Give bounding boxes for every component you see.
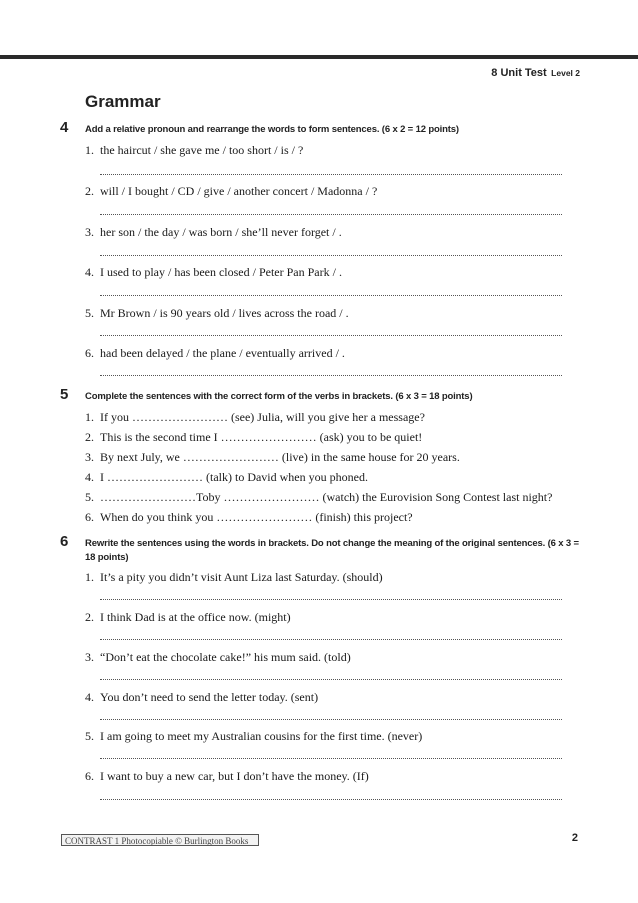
- exercise-instruction: Add a relative pronoun and rearrange the words to form sentences. (6 x 2 = 12 points): [85, 124, 459, 135]
- question-text: her son / the day / was born / she’ll never forget / .: [100, 225, 342, 239]
- question-text: I used to play / has been closed / Peter Pan Park / .: [100, 265, 342, 279]
- question-number: 2.: [85, 430, 94, 444]
- question-item: [85, 225, 565, 239]
- question-item: [85, 690, 565, 704]
- answer-line[interactable]: [100, 214, 562, 215]
- question-item: [85, 346, 565, 360]
- question-item: [85, 470, 565, 484]
- question-text: When do you think you …………………… (finish) this project?: [100, 510, 413, 524]
- answer-line[interactable]: [100, 758, 562, 759]
- question-number: 1.: [85, 570, 94, 584]
- question-text: I am going to meet my Australian cousins for the first time. (never): [100, 729, 423, 743]
- unit-label: 8 Unit Test: [491, 67, 547, 79]
- question-item: [85, 490, 565, 504]
- exercise-number: 6: [60, 533, 69, 550]
- question-number: 4.: [85, 690, 94, 704]
- question-number: 2.: [85, 184, 94, 198]
- question-item: [85, 510, 565, 524]
- answer-line[interactable]: [100, 599, 562, 600]
- question-text: By next July, we …………………… (live) in the same house for 20 years.: [100, 450, 460, 464]
- exercise-number: 5: [60, 386, 69, 403]
- question-item: [85, 265, 565, 279]
- question-text: I want to buy a new car, but I don’t have the money. (If): [100, 769, 369, 783]
- question-number: 5.: [85, 306, 94, 320]
- question-text: It’s a pity you didn’t visit Aunt Liza last Saturday. (should): [100, 570, 383, 584]
- exercise-number: 4: [60, 119, 69, 136]
- question-text: You don’t need to send the letter today. (sent): [100, 690, 319, 704]
- question-number: 6.: [85, 346, 94, 360]
- question-text: “Don’t eat the chocolate cake!” his mum said. (told): [100, 650, 351, 664]
- question-text: This is the second time I …………………… (ask) you to be quiet!: [100, 430, 423, 444]
- question-number: 3.: [85, 650, 94, 664]
- question-item: [85, 450, 565, 464]
- question-text: will / I bought / CD / give / another concert / Madonna / ?: [100, 184, 378, 198]
- page-header: [491, 63, 580, 81]
- question-number: 4.: [85, 265, 94, 279]
- question-item: [85, 570, 565, 584]
- question-text: Mr Brown / is 90 years old / lives across the road / .: [100, 306, 349, 320]
- question-number: 3.: [85, 225, 94, 239]
- question-number: 5.: [85, 490, 94, 504]
- question-text: the haircut / she gave me / too short / is / ?: [100, 143, 304, 157]
- exercise-instruction: Complete the sentences with the correct form of the verbs in brackets. (6 x 3 = 18 points): [85, 391, 473, 402]
- question-number: 4.: [85, 470, 94, 484]
- question-item: [85, 184, 565, 198]
- answer-line[interactable]: [100, 679, 562, 680]
- answer-line[interactable]: [100, 295, 562, 296]
- question-text: I think Dad is at the office now. (might): [100, 610, 291, 624]
- answer-line[interactable]: [100, 174, 562, 175]
- question-text: had been delayed / the plane / eventually arrived / .: [100, 346, 345, 360]
- question-item: [85, 769, 565, 783]
- answer-line[interactable]: [100, 639, 562, 640]
- question-text: If you …………………… (see) Julia, will you give her a message?: [100, 410, 425, 424]
- question-number: 2.: [85, 610, 94, 624]
- header-rule: [0, 55, 638, 59]
- question-item: [85, 143, 565, 157]
- question-number: 6.: [85, 510, 94, 524]
- page-number: 2: [571, 832, 578, 844]
- question-number: 5.: [85, 729, 94, 743]
- question-item: [85, 650, 565, 664]
- question-number: 1.: [85, 410, 94, 424]
- answer-line[interactable]: [100, 255, 562, 256]
- answer-line[interactable]: [100, 799, 562, 800]
- question-text: ……………………Toby …………………… (watch) the Eurovision Song Contest last night?: [100, 490, 553, 504]
- answer-line[interactable]: [100, 719, 562, 720]
- question-number: 1.: [85, 143, 94, 157]
- question-item: [85, 306, 565, 320]
- section-title: Grammar: [85, 92, 161, 111]
- question-item: [85, 410, 565, 424]
- answer-line[interactable]: [100, 375, 562, 376]
- question-item: [85, 430, 565, 444]
- answer-line[interactable]: [100, 335, 562, 336]
- question-number: 3.: [85, 450, 94, 464]
- question-item: [85, 729, 565, 743]
- level-label: Level 2: [551, 68, 580, 78]
- question-number: 6.: [85, 769, 94, 783]
- question-item: [85, 610, 565, 624]
- exercise-instruction: Rewrite the sentences using the words in brackets. Do not change the meaning of the original sentences. (6 x 3 = 18 points): [85, 538, 579, 563]
- publisher-footer: CONTRAST 1 Photocopiable © Burlington Books: [61, 834, 259, 846]
- question-text: I …………………… (talk) to David when you phoned.: [100, 470, 368, 484]
